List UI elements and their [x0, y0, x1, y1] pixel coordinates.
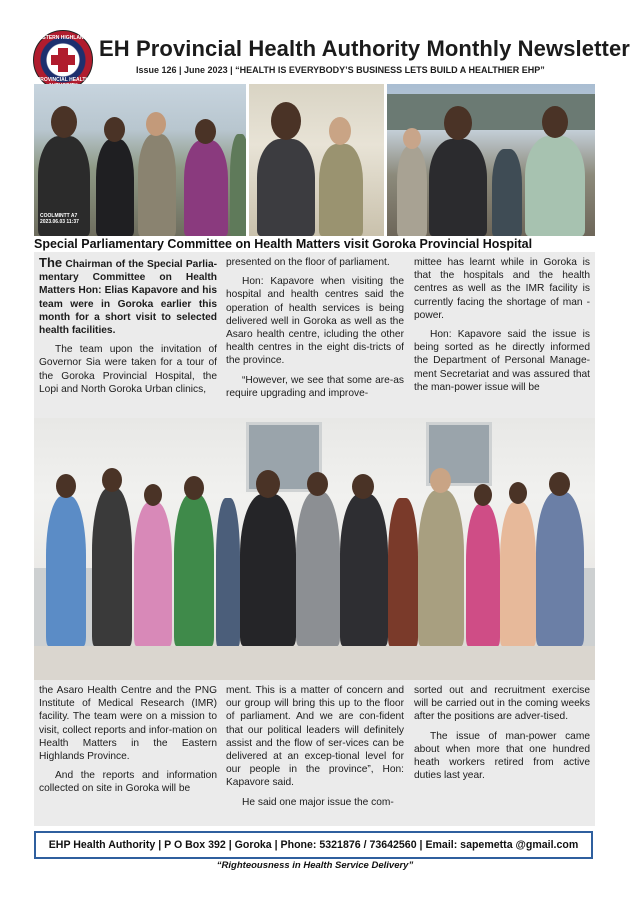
- column-2-bottom: [226, 684, 404, 815]
- paragraph: sorted out and recruitment exercise will be carried out in the coming weeks after the positions are adver-tised.: [414, 685, 590, 723]
- person-figure: [46, 496, 86, 646]
- person-head: [184, 476, 204, 500]
- person-figure: [525, 136, 585, 236]
- column-3-top: [414, 256, 590, 400]
- person-head: [146, 112, 166, 136]
- paragraph: the Asaro Health Centre and the PNG Institute of Medical Research (IMR) facility. The team were on a mission to visit, collect reports and infor-mation on Health Matters in the Eastern Highlands Province.: [39, 685, 217, 763]
- person-head: [542, 106, 568, 138]
- paragraph: presented on the floor of parliament.: [226, 257, 390, 268]
- person-head: [307, 472, 328, 496]
- person-head: [509, 482, 527, 504]
- person-figure: [536, 492, 584, 646]
- column-3-bottom: [414, 684, 590, 788]
- person-head: [549, 472, 570, 496]
- person-head: [271, 102, 301, 140]
- person-figure: [138, 134, 176, 236]
- contact-footer: EHP Health Authority | P O Box 392 | Goroka | Phone: 5321876 / 73642560 | Email: sapemetta @gmail.com: [34, 831, 593, 859]
- paragraph: The team upon the invitation of Governor Sia were taken for a tour of the Goroka Provincial Hospital, the Lopi and North Goroka Urban clinics,: [39, 344, 217, 395]
- person-figure: [466, 504, 500, 646]
- photo-site-visit: [387, 84, 595, 236]
- article-headline: Special Parliamentary Committee on Health Matters visit Goroka Provincial Hospital: [34, 237, 533, 251]
- column-1-top: [39, 256, 217, 402]
- logo-ring-text-top: EASTERN HIGHLANDS: [35, 35, 91, 41]
- motto: “Righteousness in Health Service Delivery”: [216, 860, 414, 871]
- person-figure: [429, 139, 487, 236]
- photo-timestamp-line2: 2023.06.03 11:37: [40, 219, 79, 225]
- issue-line: [136, 65, 545, 75]
- issue-line-emphasis: LETS BUILD A HEALTHIER EHP”: [404, 65, 545, 75]
- logo-ring-text-bottom: PROVINCIAL HEALTH: [36, 77, 90, 83]
- article-body: [34, 252, 595, 826]
- paragraph: And the reports and information collected on site in Goroka will be: [39, 770, 217, 795]
- column-1-bottom: [39, 684, 217, 802]
- person-figure: [492, 149, 522, 236]
- person-figure: [500, 502, 536, 646]
- person-figure: [418, 490, 464, 646]
- paragraph: mittee has learnt while in Goroka is that the hospitals and the health centres as well as the IMR facility is currently facing the shortage of man - power.: [414, 257, 590, 321]
- paragraph: Hon: Kapavore said the issue is being sorted as he directly informed the Department of Personal Manage-ment Secretariat and was assured that the man-power issue will be: [414, 329, 590, 393]
- person-head: [102, 468, 122, 492]
- person-figure: [397, 146, 427, 236]
- person-head: [403, 128, 421, 149]
- person-head: [444, 106, 472, 140]
- person-head: [474, 484, 492, 506]
- paragraph: “However, we see that some are-as require upgrading and improve-: [226, 374, 404, 399]
- paragraph: The issue of man-power came about when more that one hundred heath workers retired from active duties last year.: [414, 730, 590, 782]
- lede-text: Chairman of the Special Parlia-mentary Committee on Health Matters Hon: Elias Kapavore and his team were in Goroka earlier this month for a short visit to selected health facilities.: [39, 259, 217, 337]
- person-head: [256, 470, 280, 498]
- person-figure: [92, 488, 132, 646]
- person-head: [352, 474, 374, 499]
- photo-group-lab: [34, 418, 595, 680]
- paragraph: ment. This is a matter of concern and our group will bring this up to the floor of parliament. And we are con-fident that our political leaders will definitely assist and the flow of ser-vices can be delivered at an excep-tional level for our people in the province”, Hon: Kapavore said.: [226, 685, 404, 789]
- person-figure: [96, 139, 134, 236]
- issue-line-text: Issue 126 | June 2023 | “HEALTH IS EVERYBODY’S BUSINESS: [136, 65, 405, 75]
- person-head: [329, 117, 351, 145]
- person-figure: [257, 139, 315, 236]
- person-head: [195, 119, 216, 144]
- person-head: [51, 106, 77, 138]
- person-figure: [240, 494, 296, 646]
- person-figure: [319, 144, 363, 236]
- person-figure: [184, 140, 228, 236]
- person-figure: [134, 502, 172, 646]
- ehpha-logo: [33, 30, 93, 90]
- person-head: [104, 117, 125, 142]
- person-figure: [340, 494, 388, 646]
- photo-handshake: [249, 84, 384, 236]
- paragraph: Hon: Kapavore when visiting the hospital and health centres said the operation of health services is being delivered well in Goroka as well as the Asaro health centre, icluding the other health centres in the eight dis-tricts of the province.: [226, 276, 404, 367]
- lede-first-word: The: [39, 255, 63, 270]
- person-head: [144, 484, 162, 506]
- newsletter-title: EH Provincial Health Authority Monthly Newsletter: [99, 36, 630, 61]
- person-figure: [174, 494, 214, 646]
- paragraph: He said one major issue the com-: [242, 796, 394, 808]
- person-figure: [296, 492, 340, 646]
- person-head: [430, 468, 451, 493]
- floor: [34, 646, 595, 680]
- photo-timestamp-line1: COOLMINTT A7: [40, 213, 78, 219]
- person-figure: [388, 498, 418, 646]
- photo-timestamp: [40, 213, 79, 225]
- lede-paragraph: [39, 256, 217, 337]
- logo-cross-horizontal: [51, 55, 75, 65]
- person-figure: [230, 134, 246, 236]
- person-head: [56, 474, 76, 498]
- column-2-top: [226, 256, 404, 406]
- person-figure: [216, 498, 240, 646]
